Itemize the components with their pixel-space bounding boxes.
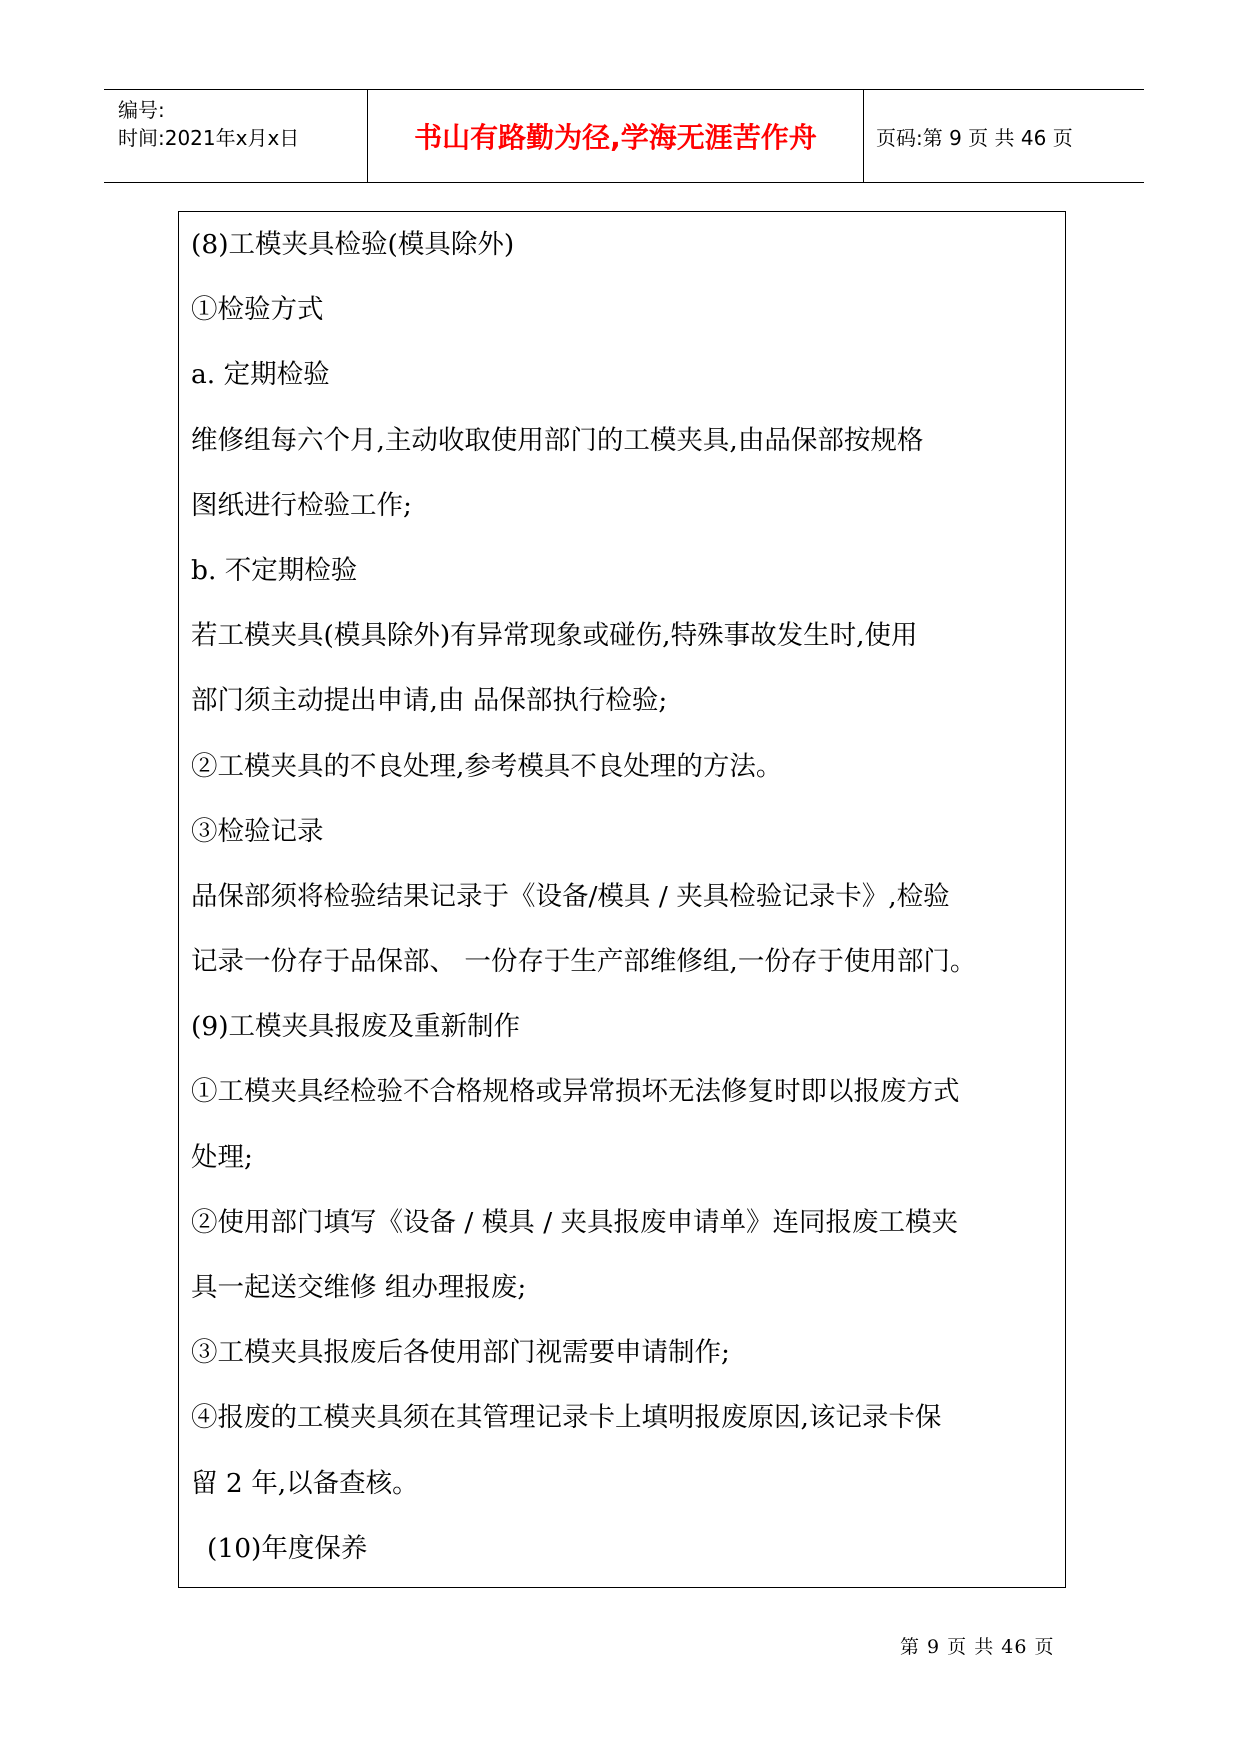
text-line: ①工模夹具经检验不合格规格或异常损坏无法修复时即以报废方式: [191, 1076, 960, 1108]
content-box: [178, 211, 1066, 1588]
header-info-cell: [104, 90, 368, 182]
text-line: (8)工模夹具检验(模具除外): [191, 229, 515, 260]
text-line: (10)年度保养: [207, 1532, 368, 1564]
text-line: ②工模夹具的不良处理,参考模具不良处理的方法。: [191, 750, 783, 782]
text-line: ③工模夹具报废后各使用部门视需要申请制作;: [191, 1337, 730, 1369]
text-line: (9)工模夹具报废及重新制作: [191, 1011, 521, 1043]
header-motto: 书山有路勤为径,学海无涯苦作舟: [414, 121, 817, 154]
header-page-number: 页码:第 9 页 共 46 页: [876, 125, 1073, 150]
text-line: 具一起送交维修 组办理报废;: [191, 1272, 527, 1303]
text-line: ②使用部门填写《设备 / 模具 / 夹具报废申请单》连同报废工模夹: [191, 1206, 959, 1238]
text-line: 部门须主动提出申请,由 品保部执行检验;: [191, 685, 668, 717]
document-time-label: 时间:2021年x月x日: [118, 126, 300, 150]
text-line: 处理;: [191, 1141, 253, 1173]
header-motto-cell: [368, 90, 864, 182]
content-lines: [191, 220, 1057, 1589]
text-line: ①检验方式: [191, 294, 324, 326]
text-line: 图纸进行检验工作;: [191, 489, 412, 521]
page-header: [104, 89, 1144, 183]
text-line: 品保部须将检验结果记录于《设备/模具 / 夹具检验记录卡》,检验: [191, 880, 950, 912]
text-line: 维修组每六个月,主动收取使用部门的工模夹具,由品保部按规格: [191, 424, 924, 456]
text-line: b. 不定期检验: [191, 554, 358, 586]
text-line: 留 2 年,以备查核。: [191, 1467, 419, 1499]
document-number-label: 编号:: [118, 98, 165, 122]
text-line: 若工模夹具(模具除外)有异常现象或碰伤,特殊事故发生时,使用: [191, 620, 918, 652]
text-line: ④报废的工模夹具须在其管理记录卡上填明报废原因,该记录卡保: [191, 1402, 942, 1434]
text-line: a. 定期检验: [191, 359, 330, 391]
text-line: ③检验记录: [191, 815, 324, 847]
page-footer: 第 9 页 共 46 页: [900, 1636, 1055, 1658]
text-line: 记录一份存于品保部、 一份存于生产部维修组,一份存于使用部门。: [191, 946, 977, 978]
